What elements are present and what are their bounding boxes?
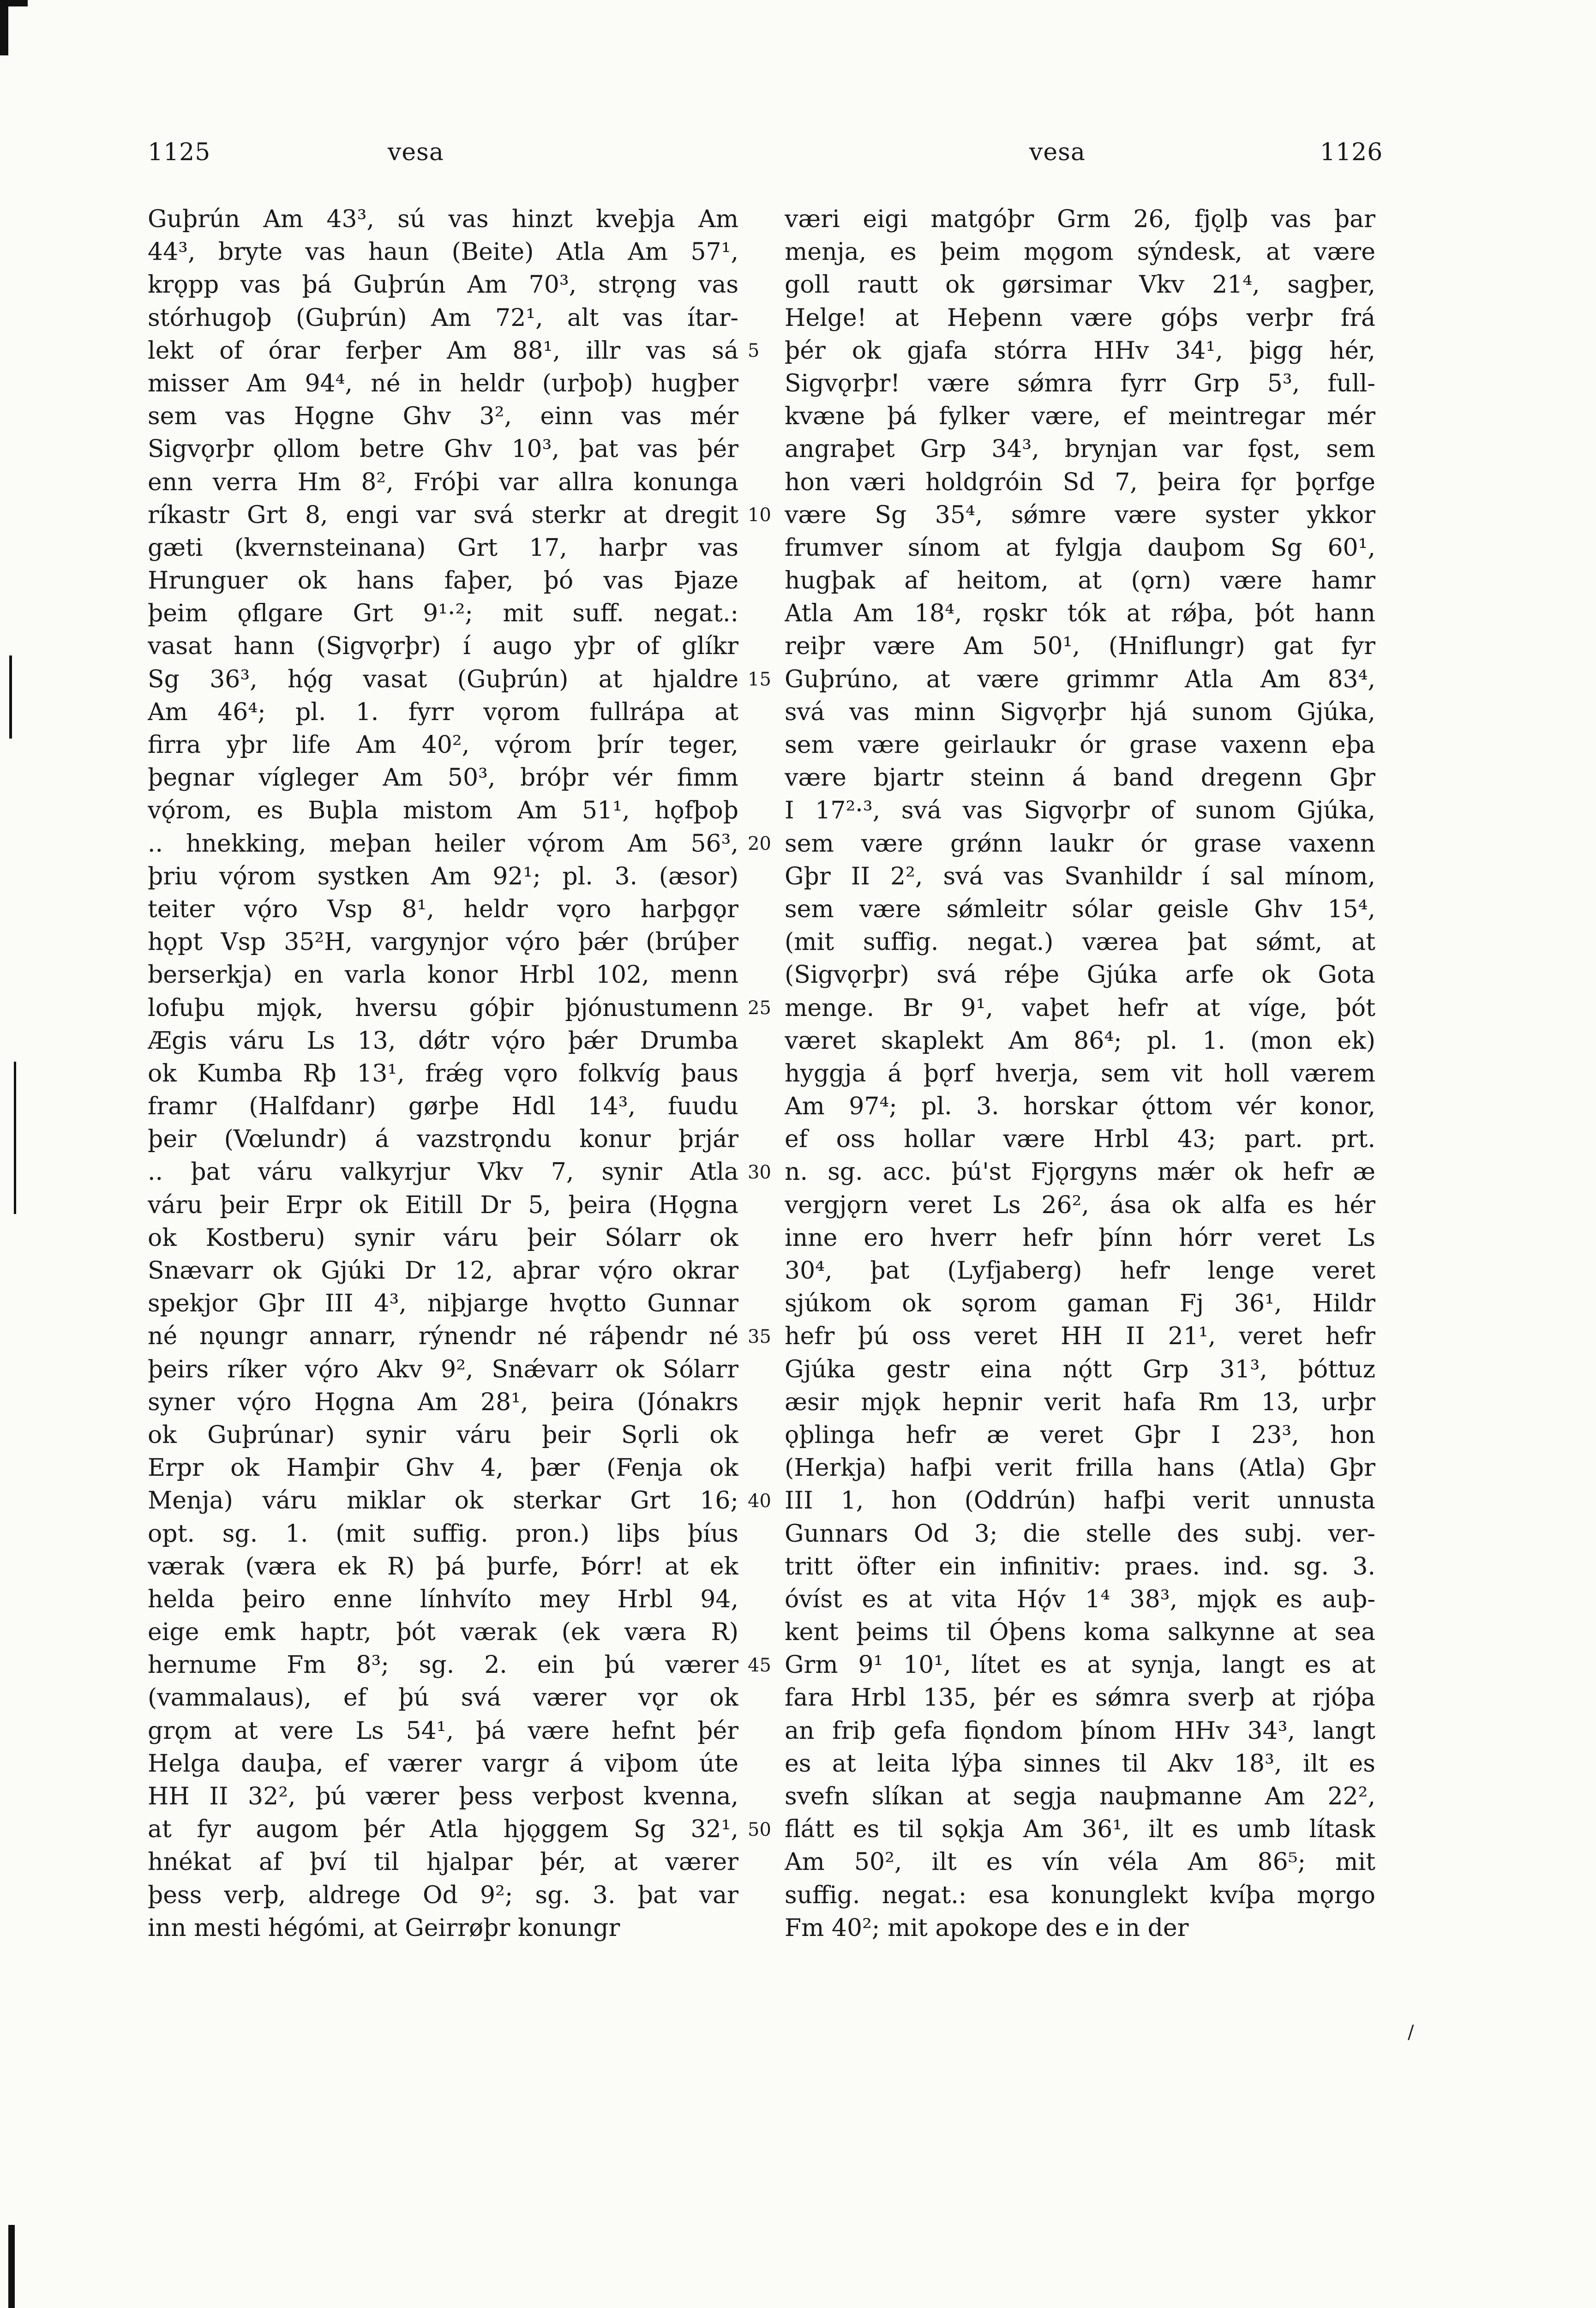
text-line: hnékat af því til hjalpar þér, at værer — [148, 1848, 738, 1876]
text-line: enn verra Hm 8², Fróþi var allra konunga — [148, 468, 738, 496]
text-line: opt. sg. 1. (mit suffig. pron.) liþs þíus — [148, 1520, 738, 1548]
text-line: flátt es til sǫkja Am 36¹, ilt es umb lítask — [785, 1815, 1375, 1844]
left-edge-mark — [14, 1062, 16, 1214]
text-line: sem være sǿmleitr sólar geisle Ghv 15⁴, — [785, 895, 1375, 923]
text-line: (Herkja) hafþi verit frilla hans (Atla) Gþr — [785, 1454, 1375, 1482]
text-line: es at leita lýþa sinnes til Akv 18³, ilt es — [785, 1749, 1375, 1778]
text-line: sjúkom ok sǫrom gaman Fj 36¹, Hildr — [785, 1290, 1375, 1318]
text-line: krǫpp vas þá Guþrún Am 70³, strǫng vas — [148, 271, 738, 299]
text-line: sem vas Hǫgne Ghv 3², einn vas mér — [148, 403, 738, 431]
right-column — [785, 203, 1375, 1945]
text-line: vergjǫrn veret Ls 26², ása ok alfa es hér — [785, 1191, 1375, 1219]
text-line: 44³, bryte vas haun (Beite) Atla Am 57¹, — [148, 238, 738, 266]
text-line: Snævarr ok Gjúki Dr 12, aþrar vǫ́ro okrar — [148, 1257, 738, 1285]
line-number: 40 — [748, 1490, 771, 1512]
running-head-left: vesa — [388, 138, 444, 166]
text-line: (mit suffig. negat.) værea þat sǿmt, at — [785, 928, 1375, 956]
text-line: HH II 32², þú værer þess verþost kvenna, — [148, 1783, 738, 1810]
line-number: 5 — [748, 340, 760, 361]
text-line: værak (væra ek R) þá þurfe, Þórr! at ek — [148, 1552, 738, 1581]
text-line: gæti (kvernsteinana) Grt 17, harþr vas — [148, 534, 738, 562]
text-line: Hrunguer ok hans faþer, þó vas Þjaze — [148, 567, 738, 595]
text-line: (vammalaus), ef þú svá værer vǫr ok — [148, 1684, 738, 1712]
page-number-left: 1125 — [148, 138, 211, 166]
text-line: teiter vǫ́ro Vsp 8¹, heldr vǫro harþgǫr — [148, 895, 738, 923]
line-number: 50 — [748, 1819, 771, 1840]
text-line: syner vǫ́ro Hǫgna Am 28¹, þeira (Jónakrs — [148, 1388, 738, 1416]
text-line: ok Kumba Rþ 13¹, frǽg vǫro folkvíg þaus — [148, 1059, 738, 1088]
text-line: framr (Halfdanr) gørþe Hdl 14³, fuudu — [148, 1093, 738, 1121]
text-line: Erpr ok Hamþir Ghv 4, þær (Fenja ok — [148, 1454, 738, 1482]
line-number: 45 — [748, 1654, 771, 1676]
text-line: þess verþ, aldrege Od 9²; sg. 3. þat var — [148, 1881, 738, 1909]
text-line: Gþr II 2², svá vas Svanhildr í sal mínom, — [785, 862, 1375, 890]
text-line: hugþak af heitom, at (ǫrn) være hamr — [785, 567, 1375, 595]
text-line: hǫpt Vsp 35²H, vargynjor vǫ́ro þǽr (brúþer — [148, 928, 738, 956]
text-line: menge. Br 9¹, vaþet hefr at víge, þót — [785, 994, 1375, 1022]
text-line: inn mesti hégómi, at Geirrøþr konungr — [148, 1914, 620, 1942]
text-line: Am 50², ilt es vín véla Am 86⁵; mit — [785, 1848, 1375, 1876]
text-line: grǫm at vere Ls 54¹, þá være hefnt þér — [148, 1717, 738, 1745]
text-line: þegnar vígleger Am 50³, bróþr vér fimm — [148, 764, 738, 792]
line-number: 20 — [748, 833, 771, 854]
text-line: Grm 9¹ 10¹, lítet es at synja, langt es at — [785, 1651, 1375, 1679]
text-line: (Sigvǫrþr) svá réþe Gjúka arfe ok Gota — [785, 961, 1375, 989]
line-number: 35 — [748, 1326, 771, 1347]
text-line: suffig. negat.: esa konunglekt kvíþa mǫrgo — [785, 1881, 1375, 1909]
text-line: lofuþu mjǫk, hversu góþir þjónustumenn — [148, 994, 738, 1022]
text-line: være bjartr steinn á band dregenn Gþr — [785, 764, 1375, 792]
text-line: Ægis váru Ls 13, dǿtr vǫ́ro þǽr Drumba — [148, 1027, 738, 1055]
left-edge-mark — [9, 655, 12, 739]
text-line: Fm 40²; mit apokope des e in der — [785, 1914, 1189, 1942]
text-line: Atla Am 18⁴, rǫskr tók at rǿþa, þót hann — [785, 600, 1375, 628]
text-line: være Sg 35⁴, sǿmre være syster ykkor — [785, 501, 1375, 529]
text-line: at fyr augom þér Atla hjǫggem Sg 32¹, — [148, 1815, 738, 1844]
text-line: Helge! at Heþenn være góþs verþr frá — [785, 304, 1375, 332]
margin-mark: / — [1408, 2022, 1414, 2043]
text-line: goll rautt ok gørsimar Vkv 21⁴, sagþer, — [785, 271, 1375, 299]
text-line: helda þeiro enne línhvíto mey Hrbl 94, — [148, 1585, 738, 1613]
text-line: menja, es þeim mǫgom sýndesk, at være — [785, 238, 1375, 266]
text-line: þeim ǫflgare Grt 9¹·²; mit suff. negat.: — [148, 600, 738, 628]
text-line: inne ero hverr hefr þínn hórr veret Ls — [785, 1224, 1375, 1252]
text-line: været skaplekt Am 86⁴; pl. 1. (mon ek) — [785, 1027, 1375, 1055]
page-corner-mark — [0, 0, 8, 55]
text-line: svefn slíkan at segja nauþmanne Am 22², — [785, 1783, 1375, 1810]
text-line: Sg 36³, hǫ́g vasat (Guþrún) at hjaldre — [148, 665, 738, 693]
text-line: hyggja á þǫrf hverja, sem vit holl værem — [785, 1059, 1375, 1088]
text-line: stórhugoþ (Guþrún) Am 72¹, alt vas ítar- — [148, 304, 738, 332]
text-line: þriu vǫ́rom systken Am 92¹; pl. 3. (æsor) — [148, 862, 738, 890]
text-line: berserkja) en varla konor Hrbl 102, menn — [148, 961, 738, 989]
text-line: þér ok gjafa stórra HHv 34¹, þigg hér, — [785, 337, 1375, 365]
text-line: Guþrún Am 43³, sú vas hinzt kveþja Am — [148, 205, 738, 233]
line-number: 30 — [748, 1161, 771, 1183]
line-number: 10 — [748, 504, 771, 526]
line-number: 15 — [748, 668, 771, 690]
text-line: I 17²·³, svá vas Sigvǫrþr of sunom Gjúka, — [785, 797, 1375, 825]
text-line: firra yþr life Am 40², vǫ́rom þrír teger, — [148, 731, 738, 759]
text-line: ok Kostberu) synir váru þeir Sólarr ok — [148, 1224, 738, 1252]
text-line: Am 97⁴; pl. 3. horskar ǫ́ttom vér konor, — [785, 1093, 1375, 1121]
text-line: frumver sínom at fylgja dauþom Sg 60¹, — [785, 534, 1375, 562]
text-line: svá vas minn Sigvǫrþr hjá sunom Gjúka, — [785, 698, 1375, 726]
text-line: angraþet Grp 34³, brynjan var fǫst, sem — [785, 435, 1375, 463]
text-line: Menja) váru miklar ok sterkar Grt 16; — [148, 1487, 738, 1515]
text-line: ríkastr Grt 8, engi var svá sterkr at dregit — [148, 501, 738, 529]
text-line: spekjor Gþr III 4³, niþjarge hvǫtto Gunnar — [148, 1290, 738, 1318]
text-line: væri eigi matgóþr Grm 26, fjǫlþ vas þar — [785, 205, 1375, 233]
text-line: n. sg. acc. þú'st Fjǫrgyns mǽr ok hefr æ — [785, 1158, 1375, 1186]
text-line: .. þat váru valkyrjur Vkv 7, synir Atla — [148, 1158, 738, 1186]
text-line: Gunnars Od 3; die stelle des subj. ver- — [785, 1520, 1375, 1548]
text-line: né nǫungr annarr, rýnendr né ráþendr né — [148, 1322, 738, 1351]
text-line: váru þeir Erpr ok Eitill Dr 5, þeira (Hǫgna — [148, 1191, 738, 1219]
text-line: Sigvǫrþr! være sǿmra fyrr Grp 5³, full- — [785, 369, 1375, 397]
text-line: vasat hann (Sigvǫrþr) í augo yþr of glíkr — [148, 632, 738, 661]
text-line: óvíst es at vita Hǫ́v 1⁴ 38³, mjǫk es auþ- — [785, 1585, 1375, 1613]
text-line: III 1, hon (Oddrún) hafþi verit unnusta — [785, 1487, 1375, 1515]
text-line: vǫ́rom, es Buþla mistom Am 51¹, hǫfþoþ — [148, 797, 738, 825]
text-line: misser Am 94⁴, né in heldr (urþoþ) hugþer — [148, 369, 738, 397]
left-column — [148, 203, 738, 1945]
text-line: sem være geirlaukr ór grase vaxenn eþa — [785, 731, 1375, 759]
running-head-right: vesa — [1029, 138, 1086, 166]
page-corner-mark-bar — [0, 0, 28, 6]
text-line: 30⁴, þat (Lyfjaberg) hefr lenge veret — [785, 1257, 1375, 1285]
text-line: þeir (Vœlundr) á vazstrǫndu konur þrjár — [148, 1125, 738, 1154]
text-line: hefr þú oss veret HH II 21¹, veret hefr — [785, 1322, 1375, 1351]
text-line: kent þeims til Óþens koma salkynne at sea — [785, 1618, 1375, 1647]
page-number-right: 1126 — [1320, 138, 1383, 166]
text-line: fara Hrbl 135, þér es sǿmra sverþ at rjóþa — [785, 1684, 1375, 1712]
text-line: Gjúka gestr eina nǫ́tt Grp 31³, þóttuz — [785, 1355, 1375, 1383]
text-line: kvæne þá fylker være, ef meintregar mér — [785, 403, 1375, 431]
text-line: sem være grǿnn laukr ór grase vaxenn — [785, 829, 1375, 858]
line-number: 25 — [748, 997, 771, 1019]
text-line: Helga dauþa, ef værer vargr á viþom úte — [148, 1749, 738, 1778]
text-line: lekt of órar ferþer Am 88¹, illr vas sá — [148, 337, 738, 365]
text-line: Sigvǫrþr ǫllom betre Ghv 10³, þat vas þér — [148, 435, 738, 463]
text-line: tritt öfter ein infinitiv: praes. ind. sg. 3. — [785, 1552, 1375, 1581]
text-line: reiþr være Am 50¹, (Hniflungr) gat fyr — [785, 632, 1375, 661]
text-line: Guþrúno, at være grimmr Atla Am 83⁴, — [785, 665, 1375, 693]
text-line: eige emk haptr, þót værak (ek væra R) — [148, 1618, 738, 1647]
text-line: .. hnekking, meþan heiler vǫ́rom Am 56³, — [148, 829, 738, 858]
text-line: an friþ gefa fiǫndom þínom HHv 34³, langt — [785, 1717, 1375, 1745]
text-line: Am 46⁴; pl. 1. fyrr vǫrom fullrápa at — [148, 698, 738, 726]
text-line: þeirs ríker vǫ́ro Akv 9², Snǽvarr ok Sólarr — [148, 1355, 738, 1383]
bottom-edge-mark — [8, 2225, 15, 2308]
text-line: æsir mjǫk hepnir verit hafa Rm 13, urþr — [785, 1388, 1375, 1416]
text-line: ǫþlinga hefr æ veret Gþr I 23³, hon — [785, 1421, 1375, 1449]
text-line: hon væri holdgróin Sd 7, þeira fǫr þǫrfge — [785, 468, 1375, 496]
text-line: ok Guþrúnar) synir váru þeir Sǫrli ok — [148, 1421, 738, 1449]
text-line: ef oss hollar være Hrbl 43; part. prt. — [785, 1125, 1375, 1154]
text-line: hernume Fm 8³; sg. 2. ein þú værer — [148, 1651, 738, 1679]
